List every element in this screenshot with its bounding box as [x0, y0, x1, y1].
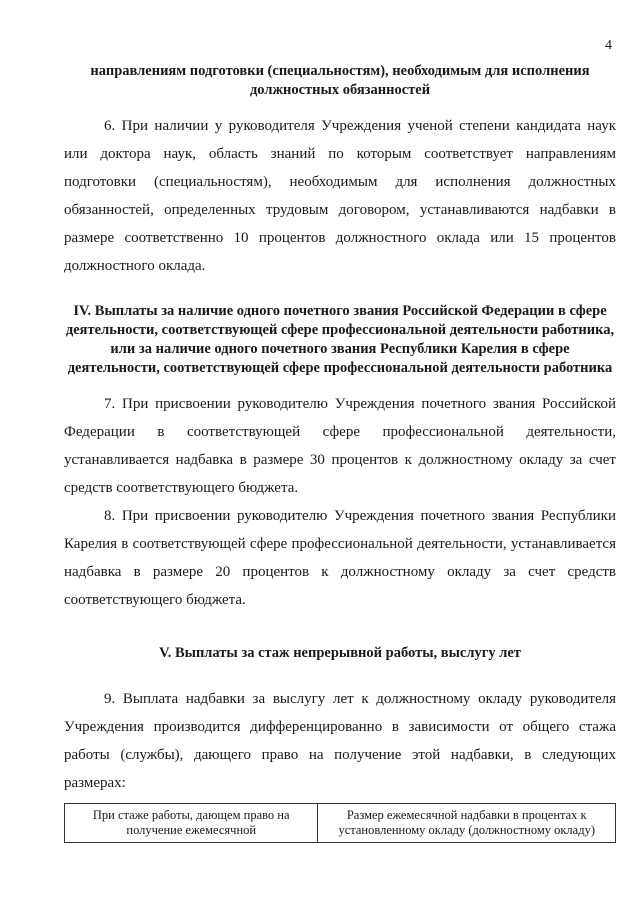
heading-continuation: направлениям подготовки (специальностям), необходимым для исполнения должностных обязанностей: [90, 63, 590, 98]
paragraph-8: 8. При присвоении руководителю Учреждения почетного звания Республики Карелия в соответствующей сфере профессиональной деятельности, устанавливается надбавка в размере 20 процентов к должностному окладу за счет средств соответствующего бюджета.: [64, 508, 616, 608]
paragraph-7: 7. При присвоении руководителю Учреждения почетного звания Российской Федерации в соответствующей сфере профессиональной деятельности, устанавливается надбавка в размере 30 процентов к должностному окладу за счет средств соответствующего бюджета.: [64, 396, 616, 496]
allowance-table: [64, 803, 616, 843]
table-header-allowance: Размер ежемесячной надбавки в процентах к установленному окладу (должностному окладу): [318, 804, 616, 843]
section-4-title: IV. Выплаты за наличие одного почетного звания Российской Федерации в сфере деятельности, соответствующей сфере профессиональной деятельности работника, или за наличие одного почетного звания Республики Карелия в сфере деятельности, соответствующей сфере профессиональной деятельности работника: [65, 303, 615, 376]
paragraph-6: 6. При наличии у руководителя Учреждения ученой степени кандидата наук или доктора наук, область знаний по которым соответствует направлениям подготовки (специальностям), необходимым для исполнения должностных обязанностей, определенных трудовым договором, устанавливаются надбавки в размере соответственно 10 процентов должностного оклада или 15 процентов должностного оклада.: [64, 118, 616, 274]
paragraph-9: 9. Выплата надбавки за выслугу лет к должностному окладу руководителя Учреждения производится дифференцированно в зависимости от общего стажа работы (службы), дающего право на получение этой надбавки, в следующих размерах:: [64, 691, 616, 791]
page-number: 4: [605, 38, 612, 53]
section-5-title: V. Выплаты за стаж непрерывной работы, выслугу лет: [159, 645, 521, 661]
table-header-experience: При стаже работы, дающем право на получение ежемесячной: [65, 804, 318, 843]
table-header-row: [65, 804, 616, 843]
document-body: [64, 62, 616, 843]
